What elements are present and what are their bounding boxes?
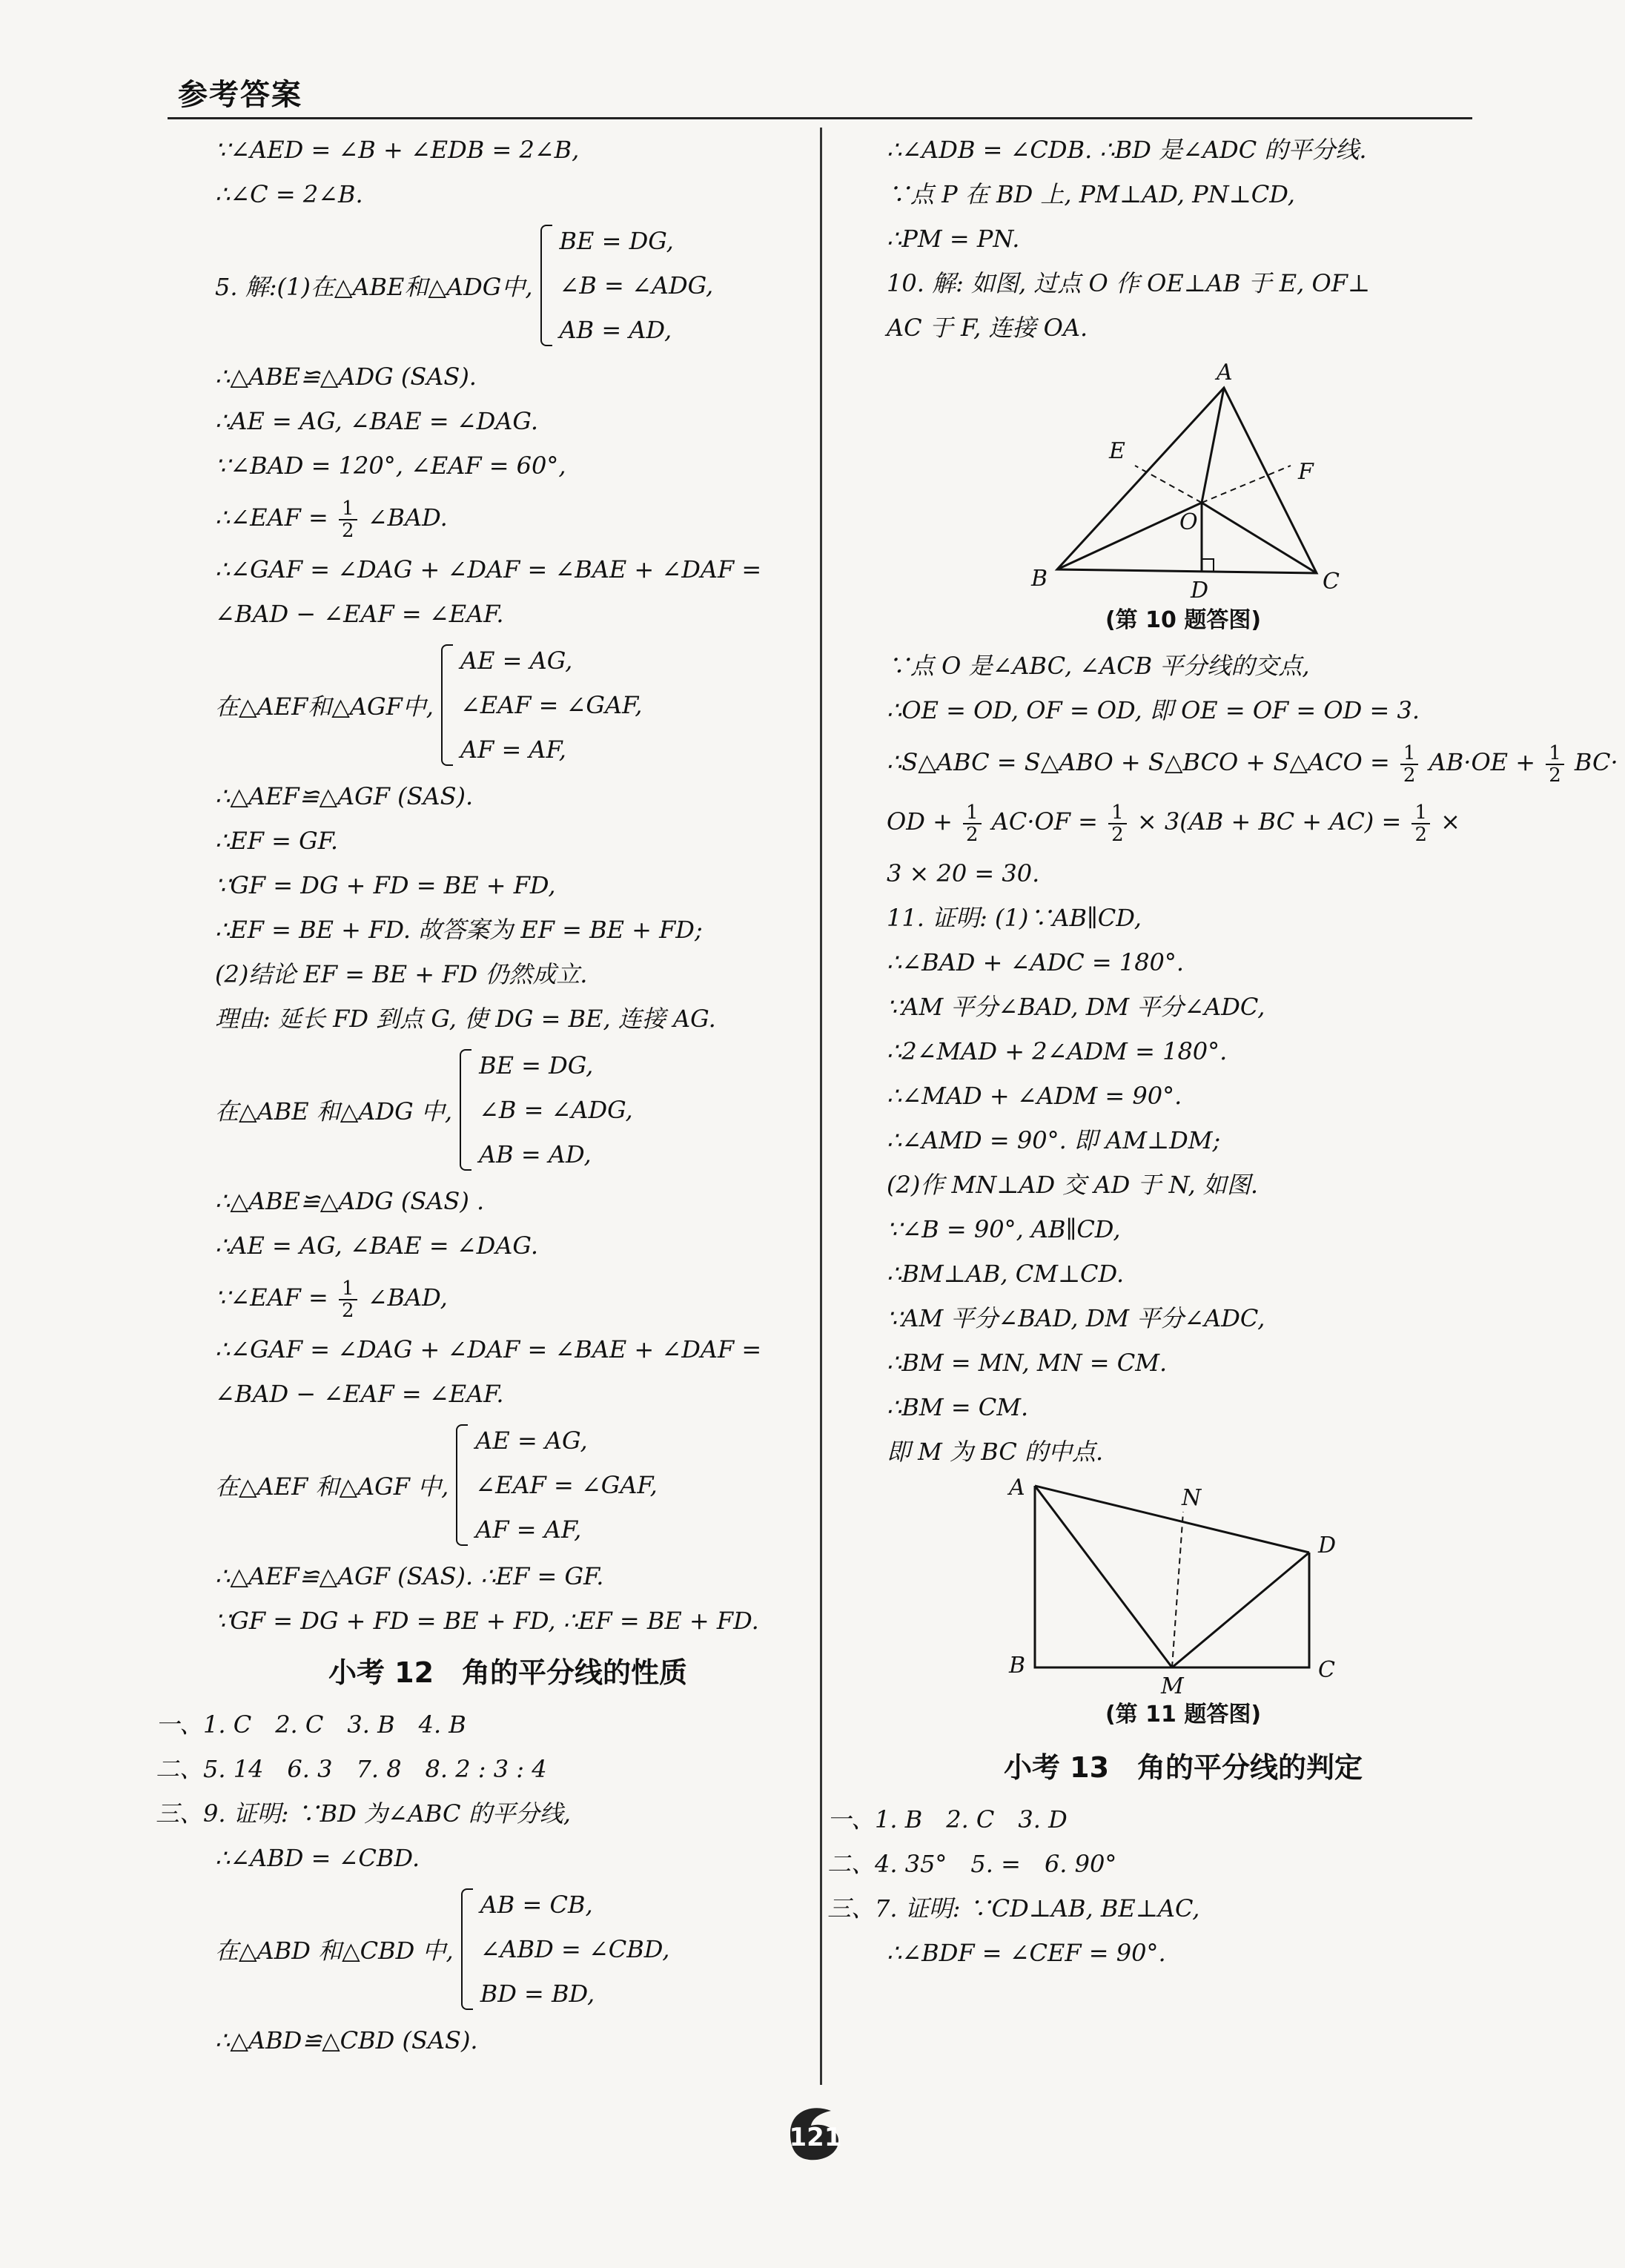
label-d: D (1191, 578, 1209, 599)
system-row: ∠B = ∠ADG, (559, 271, 714, 300)
fraction: $\frac{1}{2}$ (339, 1278, 357, 1321)
system-lead: 在△ABD 和△CBD 中, (215, 1937, 454, 1965)
page-header-title: 参考答案 (178, 78, 302, 112)
segment-mn (1172, 1512, 1183, 1667)
answer-line: 三、9. 证明: ∵BD 为∠ABC 的平分线, (156, 1799, 571, 1828)
brace-icon (441, 644, 453, 766)
system-row: ∠B = ∠ADG, (479, 1096, 633, 1124)
fraction: $\frac{1}{2}$ (1411, 802, 1430, 845)
text-line: ∵GF = DG + FD = BE + FD, (215, 871, 556, 899)
text-part: OD + (887, 807, 953, 836)
text-line: ∵∠AED = ∠B + ∠EDB = 2∠B, (215, 136, 580, 164)
text-line: ∴∠BAD + ∠ADC = 180°. (887, 948, 1185, 976)
label-e: E (1109, 438, 1125, 464)
text-line: ∴△AEF≌△AGF (SAS). ∴EF = GF. (215, 1562, 604, 1590)
text-part: ∠BAD. (367, 503, 448, 532)
system-row: AF = AF, (460, 735, 566, 764)
system-row: AB = AD, (479, 1140, 592, 1168)
page-number: 121 (789, 2123, 842, 2152)
answer-line: 一、1. B 2. C 3. D (827, 1805, 1068, 1834)
fraction: $\frac{1}{2}$ (1400, 743, 1419, 786)
brace-icon (460, 1049, 471, 1171)
brace-icon (540, 225, 552, 346)
equation-system-2 (215, 636, 801, 774)
text-line: AC 于 F, 连接 OA. (887, 314, 1088, 342)
text-part: ∠BAD, (367, 1283, 448, 1312)
answer-line: 一、1. C 2. C 3. B 4. B (156, 1710, 466, 1739)
triangle-figure (887, 354, 1480, 599)
text-part: ∴∠EAF = (215, 503, 328, 532)
text-line: ∴△ABE≌△ADG (SAS) . (215, 1187, 485, 1215)
header-rule (168, 117, 1472, 119)
text-line: ∴EF = BE + FD. 故答案为 EF = BE + FD; (215, 916, 703, 944)
text-line: ∵∠B = 90°, AB∥CD, (887, 1215, 1121, 1243)
fraction: $\frac{1}{2}$ (963, 802, 982, 845)
text-line: 即 M 为 BC 的中点. (887, 1438, 1104, 1466)
text-line: ∵∠BAD = 120°, ∠EAF = 60°, (215, 452, 566, 480)
text-line: ∴△ABD≌△CBD (SAS). (215, 2026, 478, 2054)
text-part: ∵∠EAF = (215, 1283, 328, 1312)
text-part: BC· (1574, 748, 1618, 776)
fraction: $\frac{1}{2}$ (339, 498, 357, 541)
text-line: ∴△ABE≌△ADG (SAS). (215, 363, 477, 391)
text-line: 11. 证明: (1)∵AB∥CD, (887, 904, 1142, 932)
text-line: (2)作 MN⊥AD 交 AD 于 N, 如图. (887, 1171, 1259, 1199)
system-lead: 在△AEF 和△AGF 中, (215, 1472, 449, 1501)
system-row: ∠ABD = ∠CBD, (480, 1935, 670, 1963)
text-line: 10. 解: 如图, 过点 O 作 OE⊥AB 于 E, OF⊥ (887, 269, 1371, 297)
text-line: ∴2∠MAD + 2∠ADM = 180°. (887, 1037, 1228, 1065)
label-c: C (1323, 569, 1340, 595)
system-lead: 在△AEF和△AGF中, (215, 692, 434, 721)
text-line: ∴∠MAD + ∠ADM = 90°. (887, 1082, 1182, 1110)
system-row: AB = CB, (480, 1891, 593, 1919)
system-row: BE = DG, (479, 1051, 594, 1080)
text-line: ∴PM = PN. (887, 225, 1020, 253)
system-row: ∠EAF = ∠GAF, (475, 1471, 658, 1499)
text-line: ∠BAD − ∠EAF = ∠EAF. (215, 600, 504, 628)
answer-line: 三、7. 证明: ∵CD⊥AB, BE⊥AC, (827, 1894, 1200, 1922)
text-part: ∴S△ABC = S△ABO + S△BCO + S△ACO = (887, 748, 1390, 776)
equation-system-5 (215, 1880, 801, 2018)
section-heading: 小考 13 角的平分线的判定 (1003, 1751, 1363, 1784)
text-line: ∴∠C = 2∠B. (215, 180, 363, 208)
label-a: A (1009, 1478, 1025, 1501)
text-line: ∴AE = AG, ∠BAE = ∠DAG. (215, 407, 538, 435)
text-part: × 3(AB + BC + AC) = (1136, 807, 1402, 836)
fraction: $\frac{1}{2}$ (1546, 743, 1564, 786)
label-b: B (1031, 566, 1048, 592)
figure-11 (887, 1478, 1480, 1733)
segment-of (1202, 466, 1291, 503)
system-row: AE = AG, (475, 1426, 588, 1455)
segment-ad (1035, 1486, 1309, 1553)
brace-icon (456, 1424, 468, 1546)
text-line-fraction (887, 733, 1618, 792)
text-line: ∴△AEF≌△AGF (SAS). (215, 782, 474, 810)
text-line: 理由: 延长 FD 到点 G, 使 DG = BE, 连接 AG. (215, 1005, 716, 1033)
triangle-abc (1057, 388, 1317, 573)
text-line: ∠BAD − ∠EAF = ∠EAF. (215, 1380, 504, 1408)
system-row: BD = BD, (480, 1980, 595, 2008)
text-line: ∵点 O 是∠ABC, ∠ACB 平分线的交点, (887, 652, 1310, 680)
label-f: F (1298, 459, 1314, 485)
text-line: ∵AM 平分∠BAD, DM 平分∠ADC, (887, 1304, 1265, 1332)
text-line: ∴∠BDF = ∠CEF = 90°. (887, 1939, 1166, 1967)
text-part: × (1440, 807, 1460, 836)
text-line: ∵AM 平分∠BAD, DM 平分∠ADC, (887, 993, 1265, 1021)
label-d: D (1318, 1533, 1337, 1558)
label-a: A (1217, 360, 1233, 386)
text-line: ∵点 P 在 BD 上, PM⊥AD, PN⊥CD, (887, 180, 1295, 208)
text-line: ∴OE = OD, OF = OD, 即 OE = OF = OD = 3. (887, 696, 1420, 724)
fraction: $\frac{1}{2}$ (1108, 802, 1127, 845)
segment-md (1172, 1553, 1309, 1667)
text-line: 3 × 20 = 30. (887, 859, 1040, 887)
text-line: ∴∠ABD = ∠CBD. (215, 1844, 420, 1872)
text-line-fraction (887, 792, 1480, 851)
right-angle-mark (1202, 559, 1214, 571)
answer-line: 二、4. 35° 5. = 6. 90° (827, 1850, 1117, 1878)
equation-system-4 (215, 1416, 801, 1554)
text-line: ∴EF = GF. (215, 827, 339, 855)
equation-system-1 (215, 216, 801, 354)
text-line: ∴BM = CM. (887, 1393, 1029, 1421)
label-c: C (1318, 1657, 1335, 1683)
text-line: ∴∠ADB = ∠CDB. ∴BD 是∠ADC 的平分线. (887, 136, 1367, 164)
text-line: ∴BM = MN, MN = CM. (887, 1349, 1168, 1377)
system-lead: 在△ABE 和△ADG 中, (215, 1097, 453, 1125)
text-part: AB·OE + (1429, 748, 1536, 776)
text-line: ∴∠GAF = ∠DAG + ∠DAF = ∠BAE + ∠DAF = (215, 1335, 762, 1363)
text-line: ∴∠GAF = ∠DAG + ∠DAF = ∠BAE + ∠DAF = (215, 555, 762, 583)
left-column (156, 128, 801, 2063)
segment-oe (1135, 466, 1202, 503)
text-line-fraction (215, 488, 801, 547)
system-row: AB = AD, (559, 316, 672, 344)
system-row: AE = AG, (460, 647, 573, 675)
text-line-fraction (215, 1268, 801, 1327)
right-column (827, 128, 1618, 1975)
figure-caption: (第 10 题答图) (1105, 607, 1262, 633)
text-line: ∴BM⊥AB, CM⊥CD. (887, 1260, 1125, 1288)
section-heading: 小考 12 角的平分线的性质 (328, 1656, 688, 1689)
text-part: AC·OF = (991, 807, 1098, 836)
figure-10 (887, 354, 1480, 639)
brace-icon (461, 1888, 473, 2010)
label-m: M (1161, 1673, 1184, 1693)
text-line: ∵GF = DG + FD = BE + FD, ∴EF = BE + FD. (215, 1607, 759, 1635)
segment-oa (1202, 388, 1224, 503)
system-lead: 5. 解:(1)在△ABE和△ADG中, (215, 273, 533, 301)
system-row: AF = AF, (475, 1515, 582, 1544)
text-line: (2)结论 EF = BE + FD 仍然成立. (215, 960, 588, 988)
text-line: ∴∠AMD = 90°. 即 AM⊥DM; (887, 1126, 1221, 1154)
trapezoid-figure (887, 1478, 1480, 1693)
answer-line: 二、5. 14 6. 3 7. 8 8. 2 : 3 : 4 (156, 1755, 547, 1783)
trapezoid-sides (1035, 1486, 1309, 1667)
label-n: N (1182, 1485, 1202, 1511)
system-row: BE = DG, (559, 227, 674, 255)
figure-caption: (第 11 题答图) (1105, 1702, 1262, 1728)
page-number-badge (775, 2092, 850, 2166)
equation-system-3 (215, 1041, 801, 1179)
label-o: O (1179, 509, 1198, 535)
system-row: ∠EAF = ∠GAF, (460, 691, 643, 719)
label-b: B (1009, 1653, 1026, 1679)
column-divider (820, 128, 822, 2085)
text-line: ∴AE = AG, ∠BAE = ∠DAG. (215, 1231, 538, 1260)
